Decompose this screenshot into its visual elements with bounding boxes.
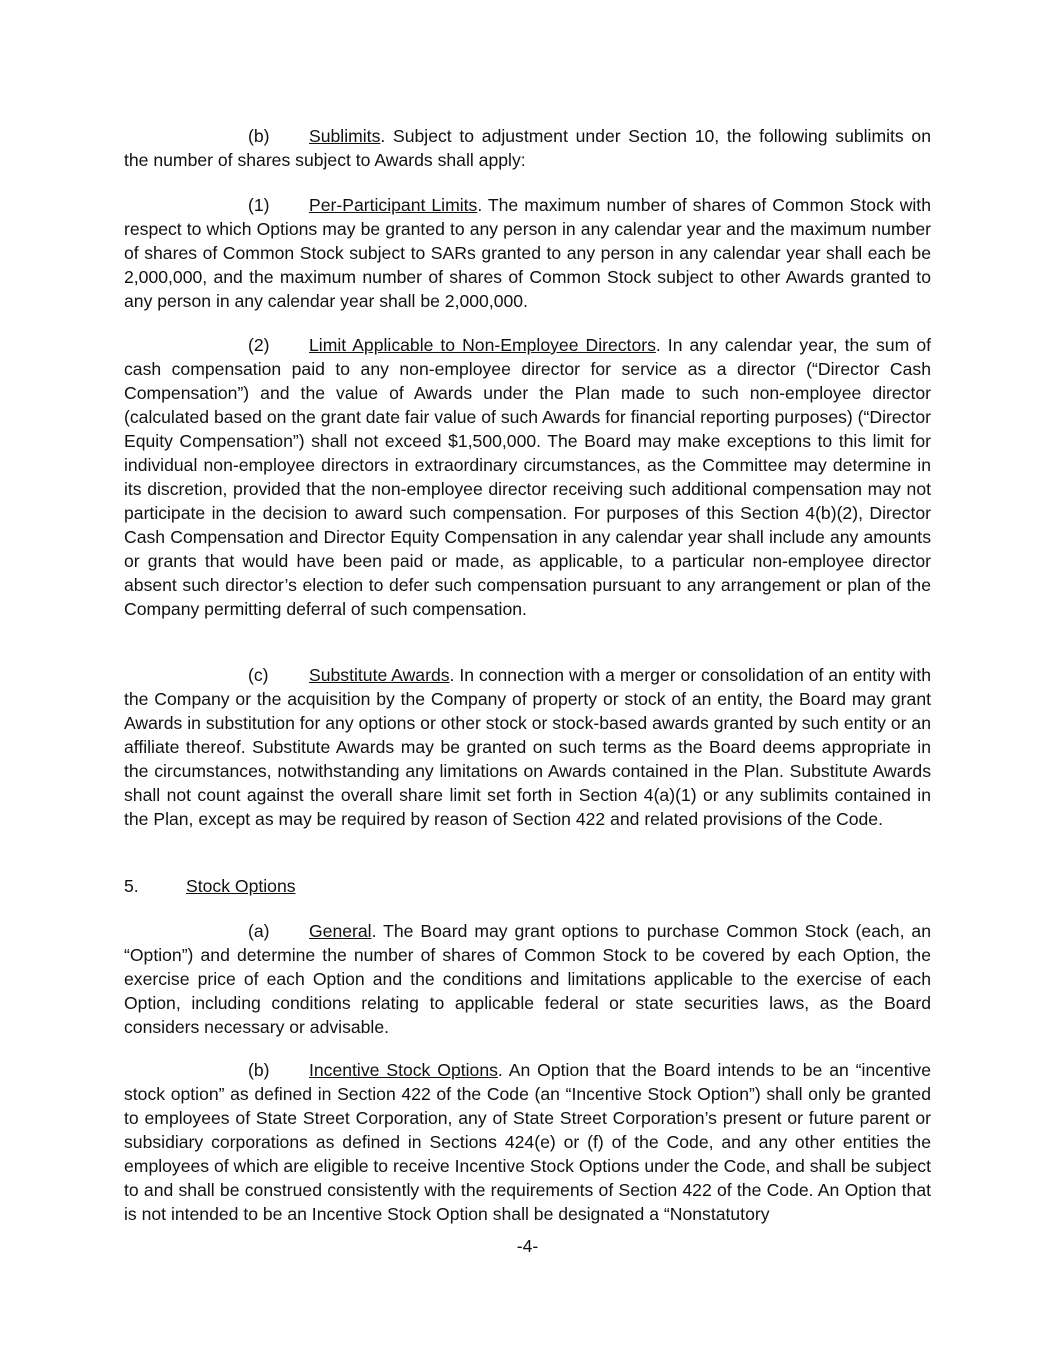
section-4b-title: Sublimits xyxy=(309,126,381,146)
section-4b2-paragraph xyxy=(124,333,931,621)
section-5b-marker: (b) xyxy=(248,1060,270,1080)
section-4b-body: . Subject to adjustment under Section 10, the following sublimits on the number of shares subject to Awards shall apply: xyxy=(124,126,931,170)
section-4b2-marker: (2) xyxy=(248,335,270,355)
section-5-number: 5. xyxy=(124,876,139,896)
section-4b1-marker: (1) xyxy=(248,195,270,215)
section-5a-paragraph xyxy=(124,919,931,1039)
section-4b1-paragraph xyxy=(124,193,931,313)
section-4c-body: . In connection with a merger or consolidation of an entity with the Company or the acquisition by the Company of property or stock of an entity, the Board may grant Awards in substitution for any options or other stock or stock-based awards granted by such entity or an affiliate thereof. Substitute Awards may be granted on such terms as the Board deems appropriate in the circumstances, notwithstanding any limitations on Awards contained in the Plan. Substitute Awards shall not count against the overall share limit set forth in Section 4(a)(1) or any sublimits contained in the Plan, except as may be required by reason of Section 422 and related provisions of the Code. xyxy=(124,665,931,829)
section-4b-paragraph xyxy=(124,124,931,172)
section-5b-title: Incentive Stock Options xyxy=(309,1060,498,1080)
section-4c-title: Substitute Awards xyxy=(309,665,450,685)
section-5-title: Stock Options xyxy=(186,876,296,896)
section-5a-body: . The Board may grant options to purchase Common Stock (each, an “Option”) and determine the number of shares of Common Stock to be covered by each Option, the exercise price of each Option and the conditions and limitations applicable to the exercise of each Option, including conditions relating to applicable federal or state securities laws, as the Board considers necessary or advisable. xyxy=(124,921,931,1037)
page-number: -4- xyxy=(516,1236,539,1256)
section-5b-body: . An Option that the Board intends to be an “incentive stock option” as defined in Section 422 of the Code (an “Incentive Stock Option”) shall only be granted to employees of State Street Corporation, any of State Street Corporation’s present or future parent or subsidiary corporations as defined in Sections 424(e) or (f) of the Code, and any other entities the employees of which are eligible to receive Incentive Stock Options under the Code, and shall be subject to and shall be construed consistently with the requirements of Section 422 of the Code. An Option that is not intended to be an Incentive Stock Option shall be designated a “Nonstatutory xyxy=(124,1060,931,1224)
section-4b2-title: Limit Applicable to Non-Employee Directors xyxy=(309,335,656,355)
section-5a-marker: (a) xyxy=(248,921,270,941)
section-4b1-body: . The maximum number of shares of Common Stock with respect to which Options may be granted to any person in any calendar year and the maximum number of shares of Common Stock subject to SARs granted to any person in any calendar year shall each be 2,000,000, and the maximum number of shares of Common Stock subject to other Awards granted to any person in any calendar year shall be 2,000,000. xyxy=(124,195,931,311)
section-4b2-body: . In any calendar year, the sum of cash compensation paid to any non-employee director for service as a director (“Director Cash Compensation”) and the value of Awards under the Plan made to such non-employee director (calculated based on the grant date fair value of such Awards for financial reporting purposes) (“Director Equity Compensation”) shall not exceed $1,500,000. The Board may make exceptions to this limit for individual non-employee directors in extraordinary circumstances, as the Committee may determine in its discretion, provided that the non-employee director receiving such additional compensation may not participate in the decision to award such compensation. For purposes of this Section 4(b)(2), Director Cash Compensation and Director Equity Compensation in any calendar year shall include any amounts or grants that would have been paid or made, as applicable, to a particular non-employee director absent such director’s election to defer such compensation pursuant to any arrangement or plan of the Company permitting deferral of such compensation. xyxy=(124,335,931,619)
section-4b-marker: (b) xyxy=(248,126,270,146)
section-5-heading xyxy=(124,874,296,898)
section-5a-title: General xyxy=(309,921,372,941)
section-5b-paragraph xyxy=(124,1058,931,1226)
section-4c-marker: (c) xyxy=(248,665,269,685)
section-4c-paragraph xyxy=(124,663,931,831)
section-4b1-title: Per-Participant Limits xyxy=(309,195,478,215)
